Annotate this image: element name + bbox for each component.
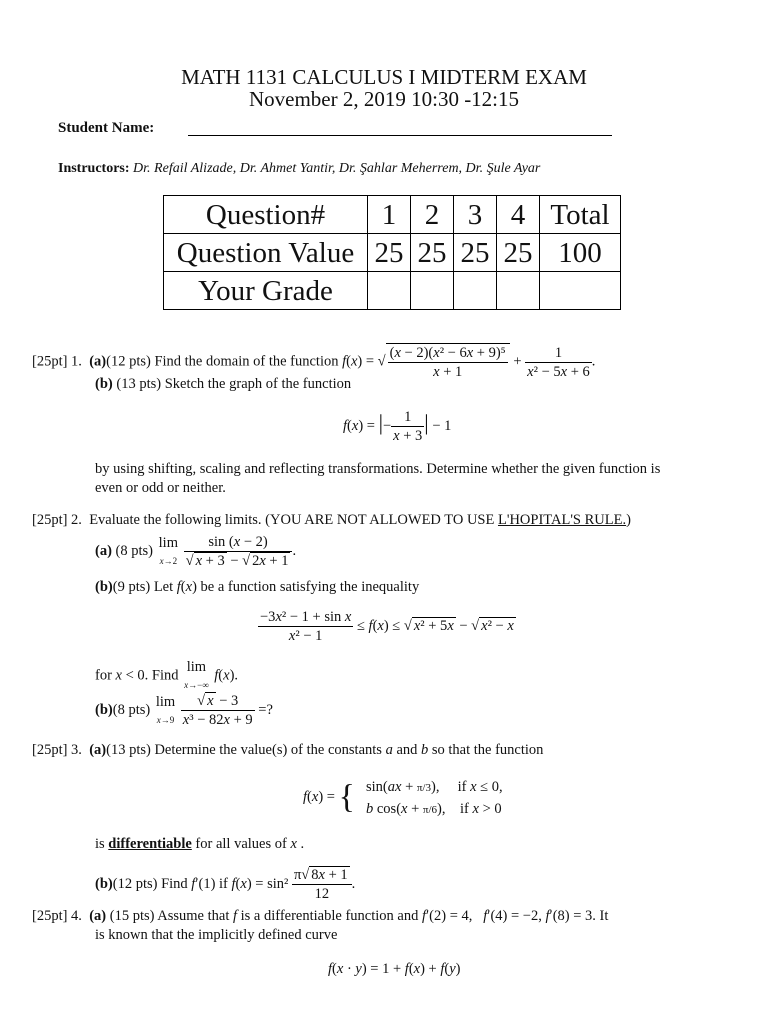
problem-2-c-text: (8 pts) <box>112 701 151 718</box>
problem-2-b-text: (9 pts) Let <box>112 579 174 595</box>
problem-3-case2-cond: if <box>460 801 469 817</box>
problem-4-line2: is known that the implicitly defined curve <box>95 927 338 943</box>
grade-cell-3 <box>454 272 497 310</box>
exam-date: November 2, 2019 10:30 -12:15 <box>248 87 520 111</box>
grade-table <box>163 195 621 310</box>
problem-1-b-text: (13 pts) Sketch the graph of the function <box>116 376 352 392</box>
problem-1-a: [25pt] 1. (a)(12 pts) Find the domain of the function f(x) = √ $\frac{\text{(x − 2)(x² − 6x + 9)⁵}}{x + 1}$ + $\frac{1}{\text{x² − 5x + 6}}$ . <box>32 344 596 380</box>
problem-4-a-text: (15 pts) Assume that <box>109 908 230 924</box>
problem-2-a-text: (8 pts) <box>115 542 154 559</box>
problem-1-b-after-1: by using shifting, scaling and reflecting transformations. Determine whether the given function is <box>95 461 661 477</box>
problem-2-intro <box>32 511 631 529</box>
problem-2-a-label: (a) <box>95 542 112 559</box>
problem-2-b-for: for <box>95 667 112 684</box>
grade-cell-total <box>540 272 621 310</box>
grade-cell-4 <box>497 272 540 310</box>
problem-2-c-label: (b) <box>95 701 113 718</box>
grade-table-v2: 25 <box>411 234 454 272</box>
problem-4-a: [25pt] 4. (a) (15 pts) Assume that f is a differentiable function and f′(2) = 4, f′(4) = −2, f′(8) = 3. It <box>32 908 609 924</box>
problem-3-is: is <box>95 836 105 852</box>
problem-1-b-label: (b) <box>95 376 113 392</box>
table-row <box>164 196 621 234</box>
problem-2-b-inequality: $\frac{\text{−3x² − 1 + sin x}}{\text{x² − 1}}$ ≤ f(x) ≤ √ x² + 5x − √ x² − x <box>260 609 514 644</box>
problem-3-b: (b)(12 pts) Find f′(1) if f(x) = sin² $\frac{\pi√ 8x + 1}{12}$ . <box>95 867 356 902</box>
grade-table-vtotal: 100 <box>540 234 621 272</box>
table-row <box>164 272 621 310</box>
grade-cell-1 <box>368 272 411 310</box>
grade-table-total: Total <box>540 196 621 234</box>
problem-1-a-text: (12 pts) Find the domain of the function <box>106 353 339 370</box>
table-row <box>164 234 621 272</box>
grade-table-v3: 25 <box>454 234 497 272</box>
student-name-label: Student Name: <box>58 120 155 136</box>
grade-table-q3: 3 <box>454 196 497 234</box>
problem-3-diff-end: for all values of <box>195 836 287 852</box>
grade-table-header-label: Question# <box>164 196 368 234</box>
problem-2-intro-text: Evaluate the following limits. (YOU ARE NOT ALLOWED TO USE <box>89 512 495 528</box>
problem-2-b: (b)(9 pts) Let f(x) be a function satisfying the inequality <box>95 579 420 595</box>
problem-3-case-2: b cos(x + π/6), if x > 0 <box>366 801 502 817</box>
problem-2-b-label: (b) <box>95 579 113 595</box>
problem-4-a-text2: is a differentiable function and <box>240 908 419 924</box>
problem-3-piecewise: f(x) = { <box>303 778 355 816</box>
problem-2-b-text2: be a function satisfying the inequality <box>200 579 420 595</box>
grade-table-value-label: Question Value <box>164 234 368 272</box>
instructors-line <box>58 161 540 177</box>
problem-3-b-label: (b) <box>95 875 113 892</box>
problem-3-diff-word: differentiable <box>108 836 192 852</box>
problem-2-intro-end: ) <box>626 512 631 528</box>
problem-3-diff: is differentiable for all values of x . <box>95 836 305 852</box>
problem-2-points: [25pt] 2. <box>32 512 82 528</box>
problem-3-a-and: and <box>396 742 418 758</box>
problem-2-b-find-text: . Find <box>144 667 179 684</box>
grade-table-q2: 2 <box>411 196 454 234</box>
problem-2-a: (a) (8 pts) lim x→2 $\frac{\sin (x - 2)}{√ x + 3 - √ 2x + 1}$ . <box>95 534 297 569</box>
problem-3-a-text: (13 pts) Determine the value(s) of the constants <box>106 742 382 758</box>
problem-1-a-label: (a) <box>89 353 107 370</box>
problem-4-points: [25pt] 4. <box>32 908 82 924</box>
problem-2-b-find: for x < 0. Find lim x→−∞ f(x). <box>95 659 239 690</box>
grade-cell-2 <box>411 272 454 310</box>
problem-3-case-1: sin(ax + π/3), if x ≤ 0, <box>366 779 503 795</box>
problem-4-it: It <box>599 908 609 924</box>
grade-table-q4: 4 <box>497 196 540 234</box>
grade-table-v4: 25 <box>497 234 540 272</box>
instructors-label: Instructors: <box>58 161 130 176</box>
problem-3-a: [25pt] 3. (a)(13 pts) Determine the value(s) of the constants a and b so that the function <box>32 742 544 758</box>
grade-table-grade-label: Your Grade <box>164 272 368 310</box>
problem-3-a-end: so that the function <box>431 742 544 758</box>
problem-2-intro-rule: L'HOPITAL'S RULE. <box>497 512 627 528</box>
problem-3-a-label: (a) <box>89 742 107 758</box>
problem-1-b-after-2: even or odd or neither. <box>95 480 226 496</box>
problem-1-b <box>95 375 351 393</box>
problem-3-b-if: if <box>219 875 228 892</box>
problem-3-case1-cond: if <box>457 779 467 795</box>
grade-table-q1: 1 <box>368 196 411 234</box>
problem-4-a-label: (a) <box>89 908 107 924</box>
problem-3-points: [25pt] 3. <box>32 742 82 758</box>
problem-4-curve: f(x · y) = 1 + f(x) + f(y) <box>328 961 461 977</box>
grade-table-v1: 25 <box>368 234 411 272</box>
problem-2-c: (b)(8 pts) lim x→9 $\frac{√ x - 3}{\text{x³ − 82x + 9}}$ =? <box>95 693 273 728</box>
problem-1-b-formula: f(x) = |− $\frac{1}{x + 3}$ | − 1 <box>343 409 452 444</box>
exam-title: MATH 1131 CALCULUS I MIDTERM EXAM <box>181 65 587 89</box>
problem-3-b-text: (12 pts) Find <box>112 875 188 892</box>
instructors-names: Dr. Refail Alizade, Dr. Ahmet Yantir, Dr. Şahlar Meherrem, Dr. Şule Ayar <box>133 161 541 176</box>
problem-2-c-end: =? <box>258 701 273 718</box>
student-name-line <box>188 135 612 136</box>
problem-1-points: [25pt] 1. <box>32 353 82 370</box>
